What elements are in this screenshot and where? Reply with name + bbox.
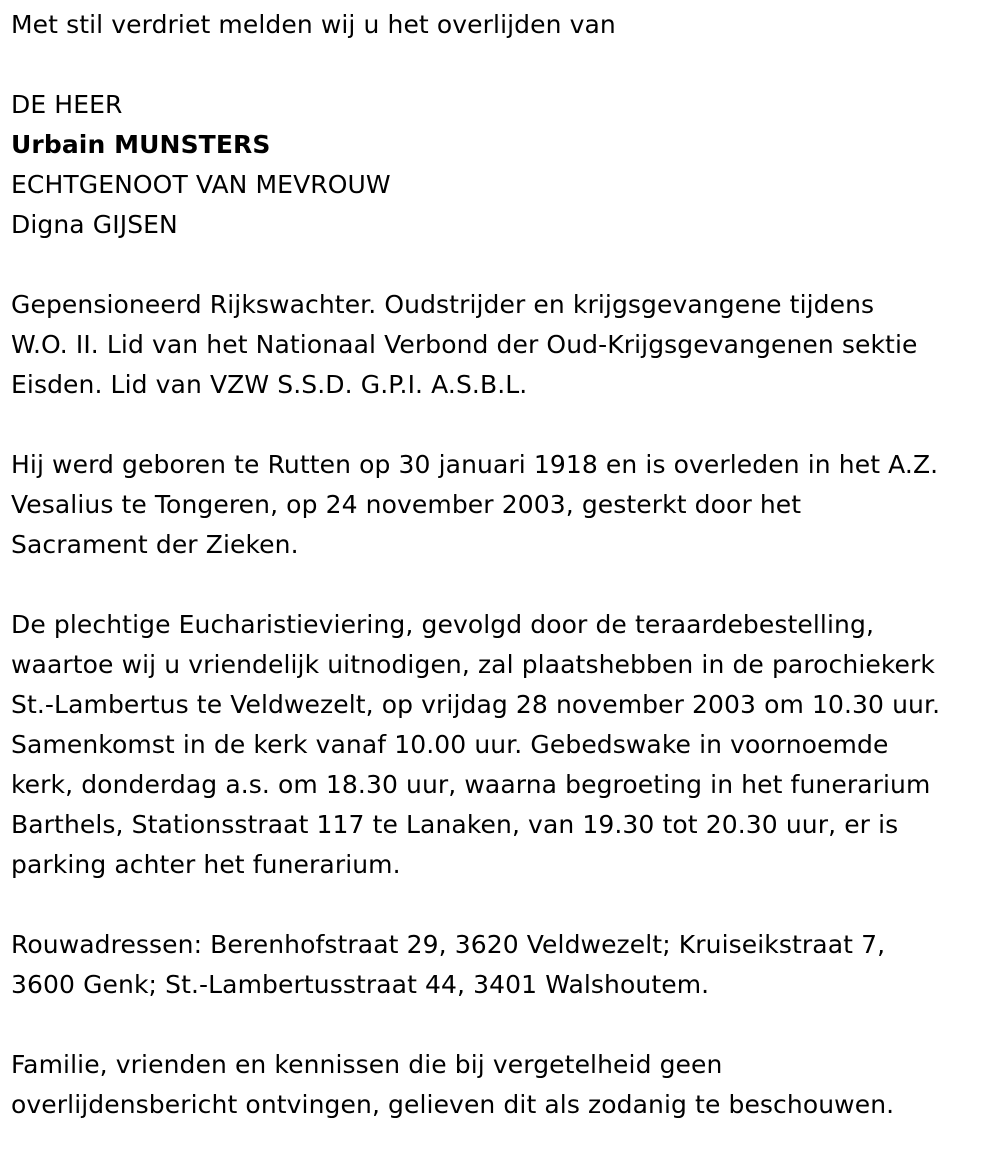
spacer	[11, 405, 996, 445]
spacer	[11, 45, 996, 85]
spacer	[11, 565, 996, 605]
biography-paragraph: Gepensioneerd Rijkswachter. Oudstrijder en krijgsgevangene tijdens W.O. II. Lid van het Nationaal Verbond der Oud-Krijgsgevangenen sektie Eisden. Lid van VZW S.S.D. G.P.I. A.S.B.L.	[11, 290, 918, 399]
spacer	[11, 245, 996, 285]
spacer	[11, 885, 996, 925]
spacer	[11, 1005, 996, 1045]
deceased-name: Urbain MUNSTERS	[11, 130, 271, 159]
ceremony-paragraph: De plechtige Eucharistieviering, gevolgd door de teraardebestelling, waartoe wij u vriendelijk uitnodigen, zal plaatshebben in de parochiekerk St.-Lambertus te Veldwezelt, op vrijdag 28 november 2003 om 10.30 uur. Samenkomst in de kerk vanaf 10.00 uur. Gebedswake in voornoemde kerk, donderdag a.s. om 18.30 uur, waarna begroeting in het funerarium Barthels, Stationsstraat 117 te Lanaken, van 19.30 tot 20.30 uur, er is parking achter het funerarium.	[11, 610, 941, 879]
birth-death-paragraph: Hij werd geboren te Rutten op 30 januari 1918 en is overleden in het A.Z. Vesalius te Tongeren, op 24 november 2003, gesterkt door het Sacrament der Zieken.	[11, 450, 939, 559]
spouse-name: Digna GIJSEN	[11, 210, 178, 239]
closing-paragraph: Familie, vrienden en kennissen die bij vergetelheid geen overlijdensbericht ontvingen, gelieven dit als zodanig te beschouwen.	[11, 1050, 895, 1119]
addresses-paragraph: Rouwadressen: Berenhofstraat 29, 3620 Veldwezelt; Kruiseikstraat 7, 3600 Genk; St.-Lambertusstraat 44, 3401 Walshoutem.	[11, 930, 886, 999]
intro-text: Met stil verdriet melden wij u het overlijden van	[11, 10, 616, 39]
death-notice	[11, 0, 996, 1125]
relation-text: ECHTGENOOT VAN MEVROUW	[11, 170, 391, 199]
honorific-title: DE HEER	[11, 90, 123, 119]
